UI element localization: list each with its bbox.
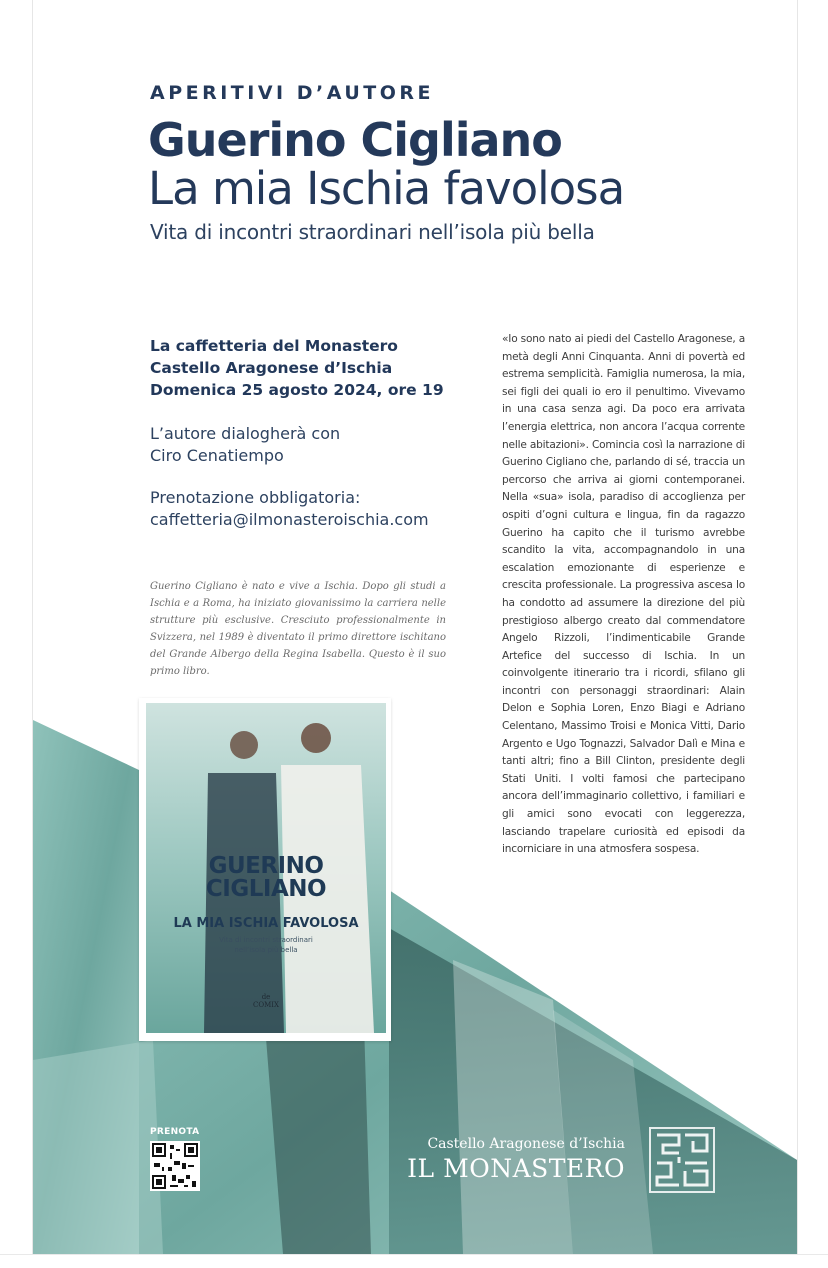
date-line: Domenica 25 agosto 2024, ore 19 bbox=[150, 381, 444, 399]
poster bbox=[32, 0, 798, 1254]
booking-label: Prenotazione obbligatoria: bbox=[150, 488, 361, 507]
booking-qr-code[interactable] bbox=[150, 1141, 200, 1191]
cover-author bbox=[146, 855, 386, 901]
maze-pattern-icon bbox=[649, 1127, 715, 1193]
event-details bbox=[150, 335, 470, 531]
book-title: La mia Ischia favolosa bbox=[148, 162, 625, 216]
cover-author-first: GUERINO bbox=[208, 853, 324, 879]
cover-subtitle-line1: Vita di incontri straordinari bbox=[219, 936, 313, 944]
series-kicker: APERITIVI D’AUTORE bbox=[150, 82, 434, 104]
book-cover bbox=[139, 698, 391, 1041]
book-description: «Io sono nato ai piedi del Castello Aragonese, a metà degli Anni Cinquanta. Anni di povertà ed estrema semplicità. Famiglia numerosa, la mia, sei figli dei quali io ero il penultimo. Vivevamo in una casa senza agi. Da poco era arrivata l’energia elettrica, non ancora l’acqua corrente nelle abitazioni». Comincia così la narrazione di Guerino Cigliano che, parlando di sé, traccia un percorso che arriva ai giorni contemporanei. Nella «sua» isola, paradiso di accoglienza per ospiti d’ogni cultura e lingua, fin da ragazzo Guerino ha capito che il turismo avrebbe scandito la vita, accompagnandolo in una escalation emozionante di esperienze e crescita professionale. La progressiva ascesa lo ha condotto ad assumere la direzione del più prestigioso albergo creato dal commendatore Angelo Rizzoli, l’indimenticabile Grande Artefice del successo di Ischia. In un coinvolgente itinerario tra i ricordi, sfilano gli incontri con personaggi straordinari: Alain Delon e Sophia Loren, Enzo Biagi e Adriano Celentano, Massimo Troisi e Monica Vitti, Dario Argento e Ugo Tognazzi, Salvador Dalì e Mina e tanti altri; fino a Bill Clinton, presidente degli Stati Uniti. I volti famosi che partecipano ancora dell’immaginario collettivo, i familiari e gli amici sono evocati con leggerezza, lasciando trapelare curiosità ed episodi da incorniciare in una atmosfera sospesa. bbox=[502, 333, 745, 856]
venue-pattern-logo bbox=[649, 1127, 715, 1193]
cover-subtitle-line2: nell’isola più bella bbox=[234, 946, 298, 954]
booking-info bbox=[150, 487, 470, 531]
castle-label: Castello Aragonese d’Ischia bbox=[427, 1136, 625, 1152]
cover-author-last: CIGLIANO bbox=[205, 876, 327, 902]
qr-icon bbox=[150, 1141, 200, 1191]
dialog-line: L’autore dialogherà con bbox=[150, 424, 341, 443]
author-bio: Guerino Cigliano è nato e vive a Ischia. Dopo gli studi a Ischia e a Roma, ha iniziato giovanissimo la carriera nelle strutture più esclusive. Cresciuto professionalmente in Svizzera, nel 1989 è diventato il primo direttore ischitano del Grande Albergo della Regina Isabella. Questo è il suo primo libro. bbox=[150, 581, 446, 677]
publisher-logo: de COMIX bbox=[252, 993, 279, 1009]
cover-subtitle bbox=[146, 935, 386, 955]
venue-logo-text: IL MONASTERO bbox=[407, 1154, 625, 1183]
castle-line: Castello Aragonese d’Ischia bbox=[150, 359, 393, 377]
page-edge bbox=[0, 1254, 828, 1268]
cover-title: LA MIA ISCHIA FAVOLOSA bbox=[173, 916, 359, 931]
booking-email[interactable]: caffetteria@ilmonasteroischia.com bbox=[150, 510, 429, 529]
title-block bbox=[150, 82, 770, 244]
book-subtitle: Vita di incontri straordinari nell’isola più bella bbox=[150, 219, 595, 244]
cover-photo bbox=[146, 703, 386, 1033]
moderator-name: Ciro Cenatiempo bbox=[150, 446, 284, 465]
author-name: Guerino Cigliano bbox=[148, 113, 562, 167]
venue-line: La caffetteria del Monastero bbox=[150, 337, 398, 355]
prenota-label: PRENOTA bbox=[150, 1127, 200, 1137]
dialog-info bbox=[150, 423, 470, 467]
